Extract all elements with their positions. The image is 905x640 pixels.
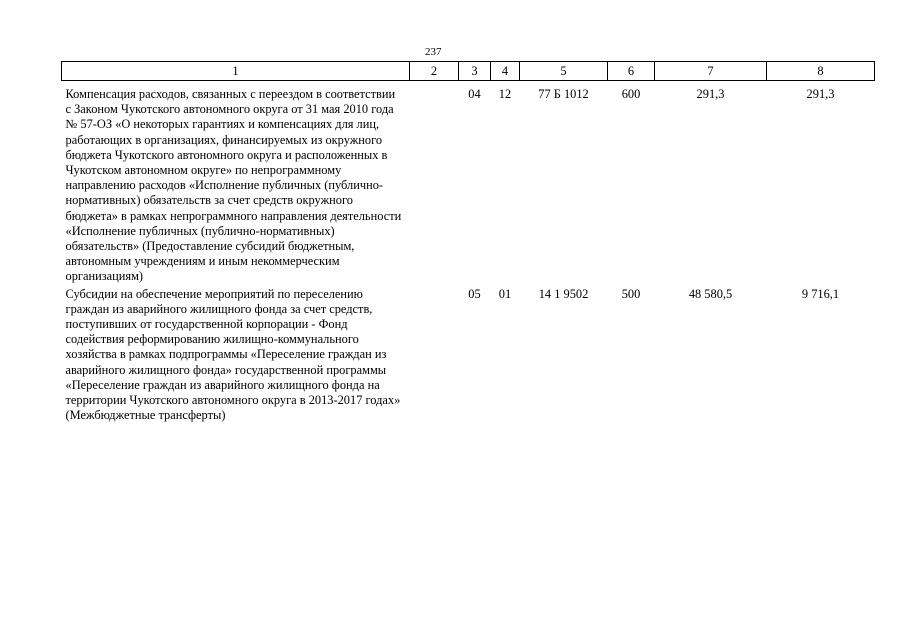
amount-total-cell: 48 580,5 (688, 286, 733, 301)
column-header-6: 6 (608, 62, 655, 81)
column-header-3: 3 (459, 62, 491, 81)
column-header-7: 7 (655, 62, 767, 81)
target-article-cell: 77 Б 1012 (538, 87, 589, 101)
amount-total-cell: 291,3 (696, 87, 725, 101)
amount-secondary-cell: 9 716,1 (801, 286, 840, 301)
column-header-2: 2 (410, 62, 459, 81)
section-code-cell: 05 (468, 286, 481, 301)
column-number-header-row (62, 62, 875, 81)
expense-type-cell: 500 (621, 286, 641, 301)
section-code-cell: 04 (468, 87, 481, 101)
column-header-8: 8 (767, 62, 875, 81)
expense-type-cell: 600 (621, 87, 641, 101)
table-row (62, 81, 875, 285)
subsection-code-cell: 12 (498, 87, 512, 101)
page-number: 237 (425, 46, 442, 58)
amount-secondary-cell: 291,3 (806, 87, 835, 101)
column-header-5: 5 (520, 62, 608, 81)
budget-table (61, 61, 875, 423)
column-header-1: 1 (62, 62, 410, 81)
expense-name-cell: Компенсация расходов, связанных с переездом в соответствии с Законом Чукотского автономного округа от 31 мая 2010 года № 57-ОЗ «О некоторых гарантиях и компенсациях для лиц, работающих в организациях, финансируемых из окружного бюджета Чукотского автономного округа и расположенных в Чукотском автономном округе» по непрограммному направлению расходов «Исполнение публичных (публично-нормативных) обязательств за счет средств окружного бюджета» в рамках непрограммного направления деятельности «Исполнение публичных (публично-нормативных) обязательств» (Предоставление субсидий бюджетным, автономным учреждениям и иным некоммерческим организациям) (65, 87, 402, 284)
subsection-code-cell: 01 (498, 286, 512, 301)
expense-name-cell: Субсидии на обеспечение мероприятий по переселению граждан из аварийного жилищного фонда за счет средств, поступивших от государственной корпорации - Фонд содействия реформированию жилищно-коммунального хозяйства в рамках подпрограммы «Переселение граждан из аварийного жилищного фонда» государственной программы «Переселение граждан из аварийного жилищного фонда на территории Чукотского автономного округа в 2013-2017 годах» (Межбюджетные трансферты) (65, 286, 401, 423)
target-article-cell: 14 1 9502 (538, 286, 589, 301)
table-row (62, 285, 875, 424)
col2-cell (410, 81, 459, 285)
col2-cell (410, 285, 459, 424)
column-header-4: 4 (491, 62, 520, 81)
